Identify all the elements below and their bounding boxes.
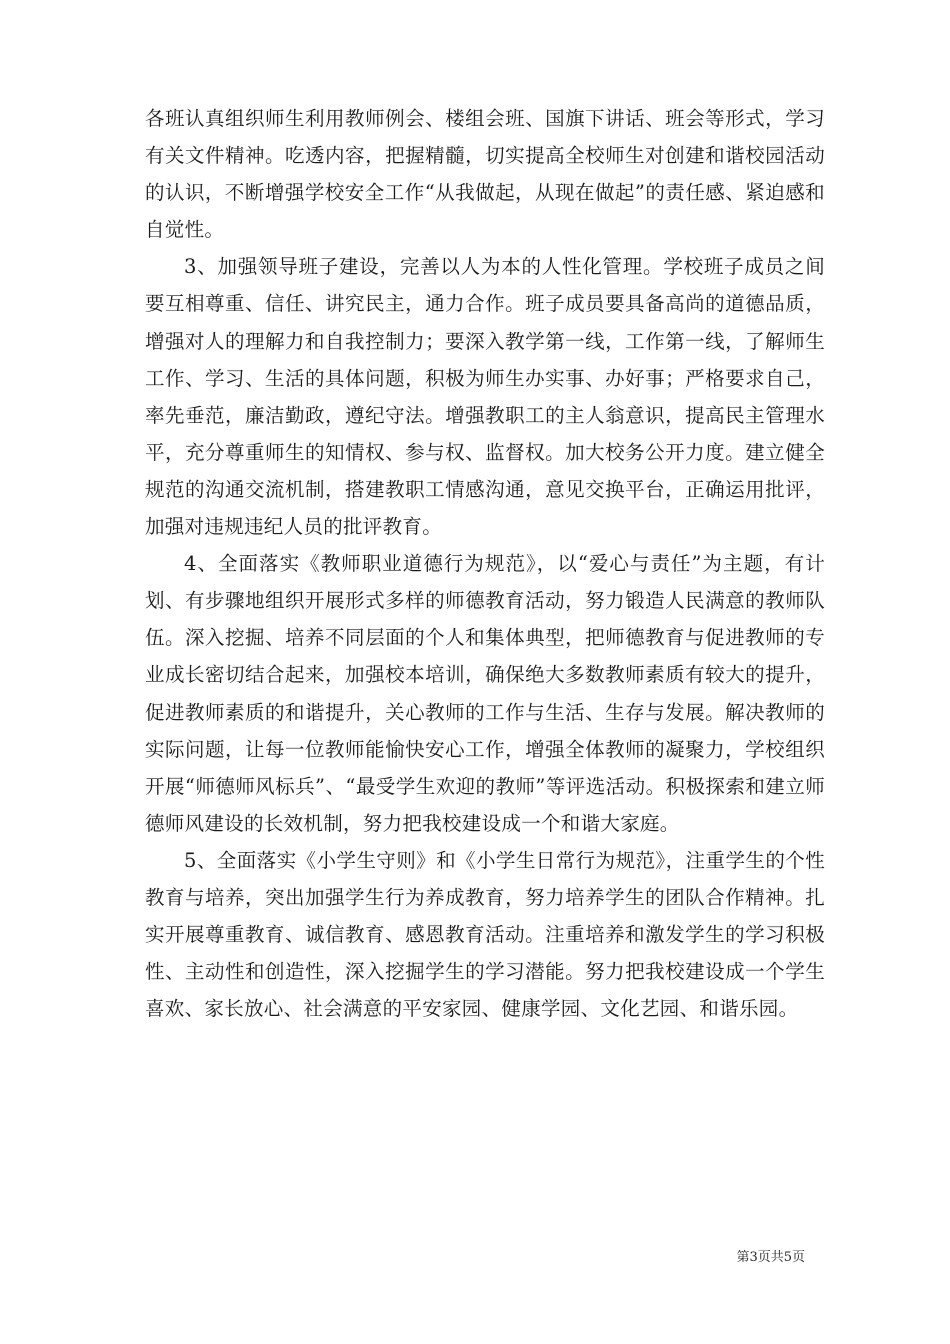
paragraph-item-5: 5、全面落实《小学生守则》和《小学生日常行为规范》，注重学生的个性教育与培养，突出加强学生行为养成教育，努力培养学生的团队合作精神。扎实开展尊重教育、诚信教育、感恩教育活动。注重培养和激发学生的学习积极性、主动性和创造性，深入挖掘学生的学习潜能。努力把我校建设成一个学生喜欢、家长放心、社会满意的平安家园、健康学园、文化艺园、和谐乐园。	[145, 848, 825, 1021]
paragraph-item-4: 4、全面落实《教师职业道德行为规范》，以“爱心与责任”为主题，有计划、有步骤地组织开展形式多样的师德教育活动，努力锻造人民满意的教师队伍。深入挖掘、培养不同层面的个人和集体典型，把师德教育与促进教师的专业成长密切结合起来，加强校本培训，确保绝大多数教师素质有较大的提升，促进教师素质的和谐提升，关心教师的工作与生活、生存与发展。解决教师的实际问题，让每一位教师能愉快安心工作，增强全体教师的凝聚力，学校组织开展“师德师风标兵”、“最受学生欢迎的教师”等评选活动。积极探索和建立师德师风建设的长效机制，努力把我校建设成一个和谐大家庭。	[145, 552, 825, 835]
paragraph-continuation: 各班认真组织师生利用教师例会、楼组会班、国旗下讲话、班会等形式，学习有关文件精神。吃透内容，把握精髓，切实提高全校师生对创建和谐校园活动的认识，不断增强学校安全工作“从我做起，从现在做起”的责任感、紧迫感和自觉性。	[145, 107, 825, 242]
page-number-label: 第3页共5页	[736, 1250, 805, 1265]
page-number-footer	[736, 1246, 805, 1265]
paragraph-item-3: 3、加强领导班子建设，完善以人为本的人性化管理。学校班子成员之间要互相尊重、信任、讲究民主，通力合作。班子成员要具备高尚的道德品质，增强对人的理解力和自我控制力；要深入教学第一线，工作第一线，了解师生工作、学习、生活的具体问题，积极为师生办实事、办好事；严格要求自己，率先垂范，廉洁勤政，遵纪守法。增强教职工的主人翁意识，提高民主管理水平，充分尊重师生的知情权、参与权、监督权。加大校务公开力度。建立健全规范的沟通交流机制，搭建教职工情感沟通，意见交换平台，正确运用批评，加强对违规违纪人员的批评教育。	[145, 255, 825, 539]
document-body	[145, 100, 825, 1027]
